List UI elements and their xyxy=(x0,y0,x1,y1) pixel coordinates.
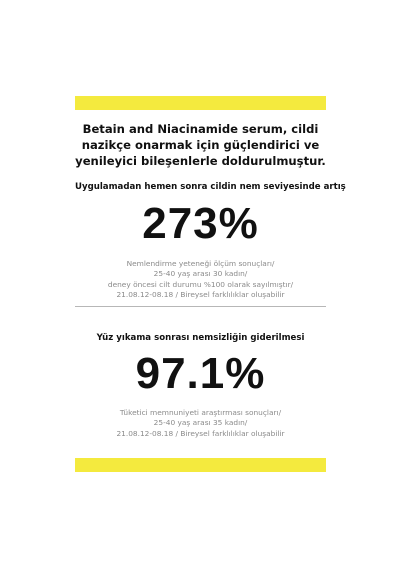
section-1-notes xyxy=(75,259,326,301)
bottom-accent-bar xyxy=(75,458,326,472)
top-accent-bar xyxy=(75,96,326,110)
section-2-title: Yüz yıkama sonrası nemsizliğin giderilmesi xyxy=(96,333,305,343)
headline-line-3: yenileyici bileşenlerle doldurulmuştur. xyxy=(75,154,326,168)
section-1-value-wrap xyxy=(75,199,326,248)
section-2-note-2: 25-40 yaş arası 35 kadın/ xyxy=(153,418,248,428)
section-divider xyxy=(75,306,326,307)
section-2-value-wrap xyxy=(75,349,326,398)
section-2-note-1: Tüketici memnuniyeti araştırması sonuçları/ xyxy=(119,408,282,417)
headline-line-2: nazikçe onarmak için güçlendirici ve xyxy=(81,138,320,152)
section-2-value: 97.1% xyxy=(135,349,266,398)
section-1-note-2: 25-40 yaş arası 30 kadın/ xyxy=(153,269,248,279)
section-2-notes xyxy=(75,408,326,439)
section-1-note-3: deney öncesi cilt durumu %100 olarak sayılmıştır/ xyxy=(107,279,294,289)
headline-block xyxy=(75,121,326,169)
headline-line-1: Betain and Niacinamide serum, cildi xyxy=(82,122,319,136)
section-1-title: Uygulamadan hemen sonra cildin nem seviyesinde artış xyxy=(75,182,346,192)
section-2-title-wrap xyxy=(75,333,326,343)
section-1-value: 273% xyxy=(142,199,259,248)
section-1-title-wrap xyxy=(75,182,346,192)
section-1-note-4: 21.08.12-08.18 / Bireysel farklılıklar oluşabilir xyxy=(116,290,285,300)
section-1-note-1: Nemlendirme yeteneği ölçüm sonuçları/ xyxy=(126,259,275,268)
section-2-note-3: 21.08.12-08.18 / Bireysel farklılıklar oluşabilir xyxy=(116,428,285,438)
